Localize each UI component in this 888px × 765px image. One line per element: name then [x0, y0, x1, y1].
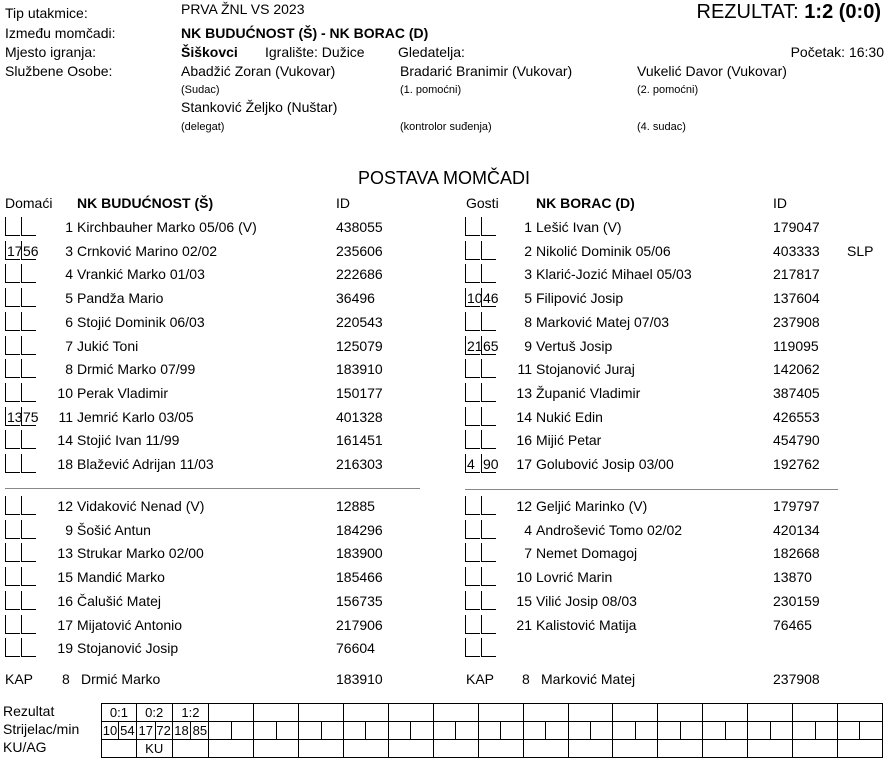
player-number: 7	[65, 337, 73, 354]
scorer-box-value: 65	[483, 337, 499, 354]
scorer-cell	[838, 722, 860, 740]
player-number: 4	[65, 266, 73, 283]
player-id: 179797	[773, 498, 820, 514]
player-number: 12	[516, 498, 532, 514]
scorer-cell	[231, 722, 253, 740]
player-name: Klarić-Jozić Mihael 05/03	[536, 266, 692, 283]
igraliste: Igralište: Dužice	[265, 44, 365, 60]
mjesto-value: Šiškovci	[181, 44, 238, 60]
player-id: 137604	[773, 290, 820, 307]
player-number: 15	[57, 569, 73, 586]
scorer-box-value: 10	[467, 290, 483, 307]
player-number: 7	[524, 545, 532, 562]
player-id: 420134	[773, 521, 820, 538]
player-name: Stojić Ivan 11/99	[77, 432, 180, 449]
player-number: 9	[65, 521, 73, 538]
scorer-cell	[456, 722, 478, 740]
scorer-cell	[433, 722, 455, 740]
player-name: Vrankić Marko 01/03	[77, 266, 205, 283]
player-number: 13	[57, 545, 73, 562]
scorer-cell	[860, 722, 883, 740]
scorer-cell	[388, 722, 410, 740]
scorer-cell	[613, 722, 635, 740]
player-id: 150177	[336, 384, 383, 401]
kuag-row	[102, 740, 883, 758]
official-name: Bradarić Branimir (Vukovar)	[400, 63, 573, 79]
player-number: 18	[57, 456, 73, 472]
player-id: 183900	[336, 545, 383, 562]
scorer-box	[5, 591, 20, 610]
official-role: (delegat)	[181, 121, 225, 133]
score-grid	[101, 703, 883, 758]
result-cell	[703, 704, 748, 722]
result-cell	[748, 704, 793, 722]
scorer-box	[465, 591, 480, 610]
kuag-cell	[838, 740, 883, 758]
scorer-cell: 85	[192, 722, 208, 738]
kuag-cell	[388, 740, 433, 758]
player-number: 3	[65, 242, 73, 259]
kuag-cell	[613, 740, 658, 758]
result-cell	[344, 704, 389, 722]
player-name: Jemrić Karlo 03/05	[77, 408, 194, 425]
scorer-box	[465, 567, 480, 586]
player-number: 1	[65, 219, 73, 235]
result-cell: 0:2	[136, 704, 172, 722]
away-divider	[465, 489, 838, 490]
player-number: 5	[524, 290, 532, 307]
result-cell	[209, 704, 254, 722]
result-cell	[793, 704, 838, 722]
player-name: Nemet Domagoj	[536, 545, 638, 562]
rezultat	[697, 0, 882, 24]
player-name: Mandić Marko	[77, 569, 165, 586]
scorer-cell	[411, 722, 433, 740]
player-name: Mijatović Antonio	[77, 616, 183, 633]
player-name: Nukić Edin	[536, 408, 603, 425]
away-kap-name: Marković Matej	[541, 671, 636, 687]
rezultat-row	[102, 704, 883, 722]
kuag-cell	[254, 740, 299, 758]
player-number: 8	[65, 361, 73, 378]
scorer-box	[465, 496, 480, 515]
player-id: 183910	[336, 361, 383, 378]
scorer-cell	[725, 722, 747, 740]
player-number: 15	[516, 592, 532, 609]
scorer-box	[5, 520, 20, 539]
scorer-cell	[478, 722, 500, 740]
player-number: 21	[516, 616, 532, 633]
scorer-box-value: 17	[7, 242, 23, 259]
player-id: 222686	[336, 266, 383, 283]
scorer-box	[5, 288, 20, 307]
scorer-box-value: 90	[483, 456, 499, 472]
player-name: Strukar Marko 02/00	[77, 545, 204, 562]
scorer-cell	[748, 722, 770, 740]
scorer-cell	[680, 722, 702, 740]
player-number: 3	[524, 266, 532, 283]
result-cell: 0:1	[102, 704, 137, 722]
player-id: 76604	[336, 640, 375, 657]
scorer-cell	[523, 722, 545, 740]
player-id: 237908	[773, 313, 820, 330]
kuag-cell	[478, 740, 523, 758]
player-id: 235606	[336, 242, 383, 259]
player-id: 401328	[336, 408, 383, 425]
player-id: 76465	[773, 616, 812, 633]
scorer-box-value: 56	[23, 242, 39, 259]
home-kap-num: 8	[62, 671, 70, 687]
kuag-cell	[748, 740, 793, 758]
scorer-cell	[299, 722, 321, 740]
player-number: 17	[57, 616, 73, 633]
player-name: Jukić Toni	[77, 337, 139, 354]
scorer-box	[465, 312, 480, 331]
scorer-box	[5, 336, 20, 355]
player-number: 12	[57, 498, 73, 514]
player-name: Mijić Petar	[536, 432, 602, 449]
player-number: 4	[524, 521, 532, 538]
scorer-box	[5, 264, 20, 283]
osobe-label: Službene Osobe:	[5, 63, 113, 79]
player-name: Županić Vladimir	[536, 384, 641, 401]
player-number: 5	[65, 290, 73, 307]
scorer-box	[5, 543, 20, 562]
player-number: 16	[516, 432, 532, 449]
player-number: 10	[516, 569, 532, 586]
result-cell	[478, 704, 523, 722]
kuag-cell	[793, 740, 838, 758]
scorer-box	[5, 359, 20, 378]
player-name: Kalistović Matija	[536, 616, 637, 633]
official-role: (Sudac)	[181, 84, 220, 96]
scorer-box	[5, 496, 20, 515]
player-name: Vertuš Josip	[536, 337, 613, 354]
scorer-cell	[366, 722, 388, 740]
official-name: Abadžić Zoran (Vukovar)	[181, 63, 336, 79]
kuag-cell	[299, 740, 344, 758]
player-id: 387405	[773, 384, 820, 401]
home-kap-id: 183910	[336, 671, 383, 687]
scorer-cell	[703, 722, 725, 740]
kuag-cell	[433, 740, 478, 758]
mjesto-label: Mjesto igranja:	[5, 44, 97, 60]
player-number: 8	[524, 313, 532, 330]
player-id: 217906	[336, 616, 383, 633]
scorer-box	[465, 430, 480, 449]
player-id: 182668	[773, 545, 820, 562]
player-id: 161451	[336, 432, 383, 449]
scorer-cell	[591, 722, 613, 740]
player-id: 438055	[336, 219, 383, 235]
player-number: 13	[516, 384, 532, 401]
scorer-box	[465, 615, 480, 634]
scorer-box-value: 46	[483, 290, 499, 307]
player-id: 119095	[773, 337, 819, 354]
kuag-cell	[523, 740, 568, 758]
scorer-box	[465, 383, 480, 402]
result-cell	[613, 704, 658, 722]
izmedju-value: NK BUDUĆNOST (Š) - NK BORAC (D)	[181, 25, 429, 41]
kuag-cell	[102, 740, 137, 758]
scorer-cell	[793, 722, 815, 740]
scorer-cell	[770, 722, 792, 740]
player-id: 142062	[773, 361, 820, 378]
scorer-box-value: 21	[467, 337, 483, 354]
official-role: (4. sudac)	[637, 121, 686, 133]
scorer-box	[465, 543, 480, 562]
izmedju-label: Između momčadi:	[5, 25, 116, 41]
kuag-cell	[209, 740, 254, 758]
player-number: 6	[65, 313, 73, 330]
strijelac-row	[102, 722, 883, 740]
kuag-cell	[703, 740, 748, 758]
result-cell	[254, 704, 299, 722]
scorer-cell	[501, 722, 523, 740]
away-kap-label: KAP	[466, 671, 495, 687]
player-number: 2	[524, 242, 532, 259]
rezultat-value: 1:2 (0:0)	[804, 1, 881, 23]
result-cell	[838, 704, 883, 722]
player-number: 1	[524, 219, 532, 235]
player-id: 220543	[336, 313, 383, 330]
away-id-header: ID	[773, 195, 787, 211]
scorer-cell	[209, 722, 231, 740]
player-id: 13870	[773, 569, 812, 586]
rezultat-row-label: Rezultat	[3, 703, 55, 719]
scorer-cell: 17	[136, 722, 155, 740]
player-id: 230159	[773, 592, 820, 609]
player-name: Vilić Josip 08/03	[536, 592, 637, 609]
player-id: 426553	[773, 408, 820, 425]
scorer-cell	[546, 722, 568, 740]
home-divider	[5, 488, 420, 489]
player-name: Stojanović Josip	[77, 640, 179, 657]
away-kap-num: 8	[522, 671, 530, 687]
player-number: 14	[516, 408, 532, 425]
kuag-cell	[568, 740, 613, 758]
player-name: Šošić Antun	[77, 521, 151, 538]
player-name: Nikolić Dominik 05/06	[536, 242, 671, 259]
scorer-box	[465, 241, 480, 260]
player-note: SLP	[847, 242, 874, 259]
scorer-box	[5, 638, 20, 657]
player-number: 19	[57, 640, 73, 657]
kuag-cell	[658, 740, 703, 758]
kuag-cell	[344, 740, 389, 758]
pocetak: Početak: 16:30	[790, 44, 884, 60]
scorer-cell	[815, 722, 837, 740]
player-name: Drmić Marko 07/99	[77, 361, 196, 378]
player-name: Lovrić Marin	[536, 569, 613, 586]
scorer-cell	[568, 722, 590, 740]
official-name: Vukelić Davor (Vukovar)	[637, 63, 787, 79]
scorer-cell	[321, 722, 343, 740]
player-name: Crnković Marino 02/02	[77, 242, 218, 259]
player-number: 16	[57, 592, 73, 609]
scorer-box	[465, 264, 480, 283]
scorer-cell	[254, 722, 276, 740]
home-side-label: Domaći	[5, 195, 53, 211]
player-id: 216303	[336, 456, 383, 472]
scorer-box	[5, 430, 20, 449]
result-cell	[658, 704, 703, 722]
kuag-cell: KU	[136, 740, 172, 758]
player-name: Marković Matej 07/03	[536, 313, 670, 330]
result-cell	[299, 704, 344, 722]
scorer-cell: 18	[172, 722, 191, 740]
scorer-cell	[344, 722, 366, 740]
scorer-box	[5, 312, 20, 331]
scorer-box	[5, 454, 20, 473]
result-cell	[388, 704, 433, 722]
result-cell	[523, 704, 568, 722]
kuag-cell	[172, 740, 209, 758]
scorer-box-value: 13	[7, 408, 23, 425]
home-team-name: NK BUDUĆNOST (Š)	[77, 195, 214, 211]
player-name: Lešić Ivan (V)	[536, 219, 622, 235]
player-id: 192762	[773, 456, 820, 472]
scorer-box	[465, 359, 480, 378]
scorer-box	[5, 567, 20, 586]
player-name: Filipović Josip	[536, 290, 624, 307]
result-cell	[568, 704, 613, 722]
official-role: (2. pomoćni)	[637, 84, 699, 96]
tip-value: PRVA ŽNL VS 2023	[181, 1, 305, 17]
scorer-cell	[276, 722, 298, 740]
player-number: 11	[58, 408, 73, 425]
away-kap-id: 237908	[773, 671, 820, 687]
player-name: Geljić Marinko (V)	[536, 498, 648, 514]
player-id: 156735	[336, 592, 383, 609]
gledatelja: Gledatelja:	[398, 44, 465, 60]
kuag-row-label: KU/AG	[3, 739, 47, 755]
scorer-cell	[635, 722, 657, 740]
official-role: (1. pomoćni)	[400, 84, 462, 96]
player-name: Perak Vladimir	[77, 384, 169, 401]
player-id: 184296	[336, 521, 383, 538]
scorer-box	[5, 615, 20, 634]
player-id: 185466	[336, 569, 383, 586]
scorer-box	[465, 217, 480, 236]
home-id-header: ID	[336, 195, 350, 211]
result-cell	[433, 704, 478, 722]
scorer-cell	[658, 722, 680, 740]
player-name: Vidaković Nenad (V)	[77, 498, 205, 514]
official-name: Stanković Željko (Nuštar)	[181, 99, 338, 115]
tip-label: Tip utakmice:	[5, 5, 88, 21]
rezultat-label: REZULTAT:	[696, 1, 799, 23]
player-name: Androšević Tomo 02/02	[536, 521, 683, 538]
scorer-box	[5, 217, 20, 236]
scorer-box	[465, 520, 480, 539]
player-number: 14	[57, 432, 73, 449]
away-team-name: NK BORAC (D)	[536, 195, 635, 211]
player-id: 36496	[336, 290, 375, 307]
scorer-box	[465, 638, 480, 657]
scorer-box	[5, 383, 20, 402]
scorer-box-value: 75	[23, 408, 39, 425]
player-name: Blažević Adrijan 11/03	[77, 456, 214, 472]
player-name: Stojić Dominik 06/03	[77, 313, 205, 330]
postava-title: POSTAVA MOMČADI	[357, 168, 531, 188]
player-number: 17	[516, 456, 532, 472]
scorer-box-value: 4	[467, 456, 475, 472]
player-id: 179047	[773, 219, 820, 235]
player-id: 125079	[336, 337, 383, 354]
player-id: 12885	[336, 498, 375, 514]
scorer-cell: 72	[156, 722, 171, 738]
player-name: Čalušić Matej	[77, 592, 162, 609]
official-role: (kontrolor suđenja)	[400, 121, 492, 133]
result-cell: 1:2	[172, 704, 209, 722]
player-name: Golubović Josip 03/00	[536, 456, 674, 472]
player-name: Kirchbauher Marko 05/06 (V)	[77, 219, 257, 235]
scorer-box	[465, 407, 480, 426]
home-kap-label: KAP	[5, 671, 34, 687]
player-number: 10	[57, 384, 73, 401]
scorer-box	[481, 638, 496, 657]
scorer-cell: 10	[102, 722, 118, 738]
player-name: Stojanović Juraj	[536, 361, 635, 378]
away-side-label: Gosti	[466, 195, 499, 211]
strijelac-row-label: Strijelac/min	[3, 721, 80, 737]
player-id: 403333	[773, 242, 820, 259]
scorer-cell: 54	[120, 722, 135, 738]
player-number: 9	[524, 337, 532, 354]
home-kap-name: Drmić Marko	[81, 671, 161, 687]
player-number: 11	[517, 361, 532, 378]
player-name: Pandža Mario	[77, 290, 164, 307]
player-id: 454790	[773, 432, 820, 449]
player-id: 217817	[773, 266, 820, 283]
